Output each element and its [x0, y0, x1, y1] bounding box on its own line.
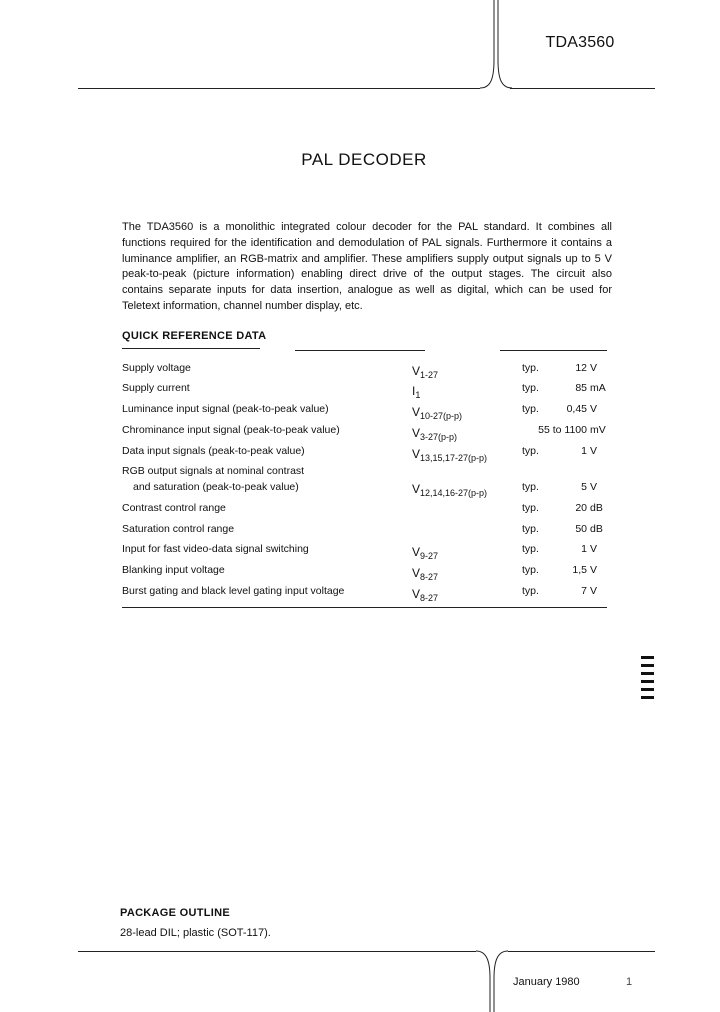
qrd-row — [122, 465, 612, 501]
qrd-row — [122, 362, 612, 382]
footer-rule-right — [508, 951, 655, 952]
qrd-row — [122, 424, 612, 444]
qrd-symbol: $V_{12,14,16-27(p-p)}$ — [412, 482, 488, 498]
qrd-row — [122, 523, 612, 543]
qrd-unit: V — [590, 543, 598, 555]
qrd-value: 12 — [575, 362, 587, 374]
qrd-param: Luminance input signal (peak-to-peak value) — [122, 403, 329, 415]
qrd-value: 1 — [581, 543, 587, 555]
qrd-unit: V — [590, 564, 598, 576]
qrd-param-continued: and saturation (peak-to-peak value) — [133, 481, 299, 493]
qrd-qualifier: typ. — [522, 362, 539, 374]
qrd-row — [122, 502, 612, 522]
qrd-param: Burst gating and black level gating input voltage — [122, 585, 345, 597]
qrd-qualifier: typ. — [522, 445, 539, 457]
page-title: PAL DECODER — [301, 150, 427, 169]
qrd-value: 7 — [581, 585, 587, 597]
qrd-unit: mA — [590, 382, 606, 394]
qrd-unit: dB — [590, 523, 603, 535]
qrd-symbol: $I_1$ — [412, 384, 421, 400]
qrd-param: Contrast control range — [122, 502, 226, 514]
package-outline-text: 28-lead DIL; plastic (SOT-117). — [120, 927, 271, 939]
qrd-qualifier: typ. — [522, 564, 539, 576]
part-number: TDA3560 — [545, 34, 615, 51]
qrd-row — [122, 585, 612, 605]
qrd-qualifier: typ. — [522, 403, 539, 415]
qrd-qualifier: typ. — [522, 502, 539, 514]
qrd-symbol: $V_{8-27}$ — [412, 587, 439, 603]
qrd-unit: V — [590, 481, 598, 493]
qrd-symbol: $V_{10-27(p-p)}$ — [412, 405, 463, 421]
qrd-param: Supply current — [122, 382, 190, 394]
qrd-param: Saturation control range — [122, 523, 235, 535]
qrd-unit: V — [590, 362, 598, 374]
qrd-param: Data input signals (peak-to-peak value) — [122, 445, 305, 457]
qrd-param: Blanking input voltage — [122, 564, 225, 576]
qrd-param: RGB output signals at nominal contrast — [122, 465, 305, 477]
qrd-qualifier: typ. — [522, 543, 539, 555]
qrd-unit: V — [590, 445, 598, 457]
qrd-value: 50 — [575, 523, 587, 535]
table-bottom-rule — [122, 607, 607, 608]
qrd-value: 20 — [575, 502, 587, 514]
qrd-symbol: $V_{3-27(p-p)}$ — [412, 426, 458, 442]
qrd-row — [122, 564, 612, 584]
heading-rule-3 — [500, 350, 607, 351]
intro-paragraph: The TDA3560 is a monolithic integrated colour decoder for the PAL standard. It combines all functions required for the identification and demodulation of PAL signals. Furthermore it contains a luminance amplifier, an RGB-matrix and amplifier. These amplifiers supply output signals up to 5 V peak-to-peak (picture information) enabling direct drive of the output stages. The circuit also contains separate inputs for data insertion, analogue as well as digital, which can be used for Teletext information, channel number display, etc. — [122, 221, 612, 312]
qrd-symbol: $V_{9-27}$ — [412, 545, 439, 561]
qrd-param: Supply voltage — [122, 362, 191, 374]
qrd-symbol: $V_{1-27}$ — [412, 364, 439, 380]
footer-rule-left — [78, 951, 476, 952]
footer-page: 1 — [626, 976, 633, 988]
header-rule-left — [78, 88, 480, 89]
qrd-qualifier: typ. — [522, 585, 539, 597]
qrd-unit: V — [590, 403, 598, 415]
qrd-row — [122, 445, 612, 465]
header-rule-right — [510, 88, 655, 89]
package-outline-heading: PACKAGE OUTLINE — [120, 907, 231, 919]
qrd-unit: dB — [590, 502, 603, 514]
qrd-value: 5 — [581, 481, 587, 493]
qrd-qualifier: typ. — [522, 481, 539, 493]
heading-rule-1 — [122, 348, 260, 349]
qrd-value: 1 — [581, 445, 587, 457]
qrd-param: Input for fast video-data signal switching — [122, 543, 309, 555]
qrd-param: Chrominance input signal (peak-to-peak value) — [122, 424, 340, 436]
qrd-unit: mV — [590, 424, 606, 436]
qrd-qualifier: typ. — [522, 382, 539, 394]
qrd-qualifier: typ. — [522, 523, 539, 535]
quick-reference-heading: QUICK REFERENCE DATA — [122, 330, 267, 342]
qrd-value: 85 — [575, 382, 587, 394]
qrd-value: 1,5 — [572, 564, 587, 576]
heading-rule-2 — [295, 350, 425, 351]
qrd-row — [122, 543, 612, 563]
edge-index-marks — [641, 656, 654, 704]
qrd-value: 0,45 — [566, 403, 587, 415]
qrd-row — [122, 382, 612, 402]
qrd-symbol: $V_{13,15,17-27(p-p)}$ — [412, 447, 488, 463]
qrd-symbol: $V_{8-27}$ — [412, 566, 439, 582]
qrd-value: 55 to 1100 — [538, 424, 587, 436]
qrd-row — [122, 403, 612, 423]
footer-date: January 1980 — [513, 976, 580, 988]
qrd-unit: V — [590, 585, 598, 597]
